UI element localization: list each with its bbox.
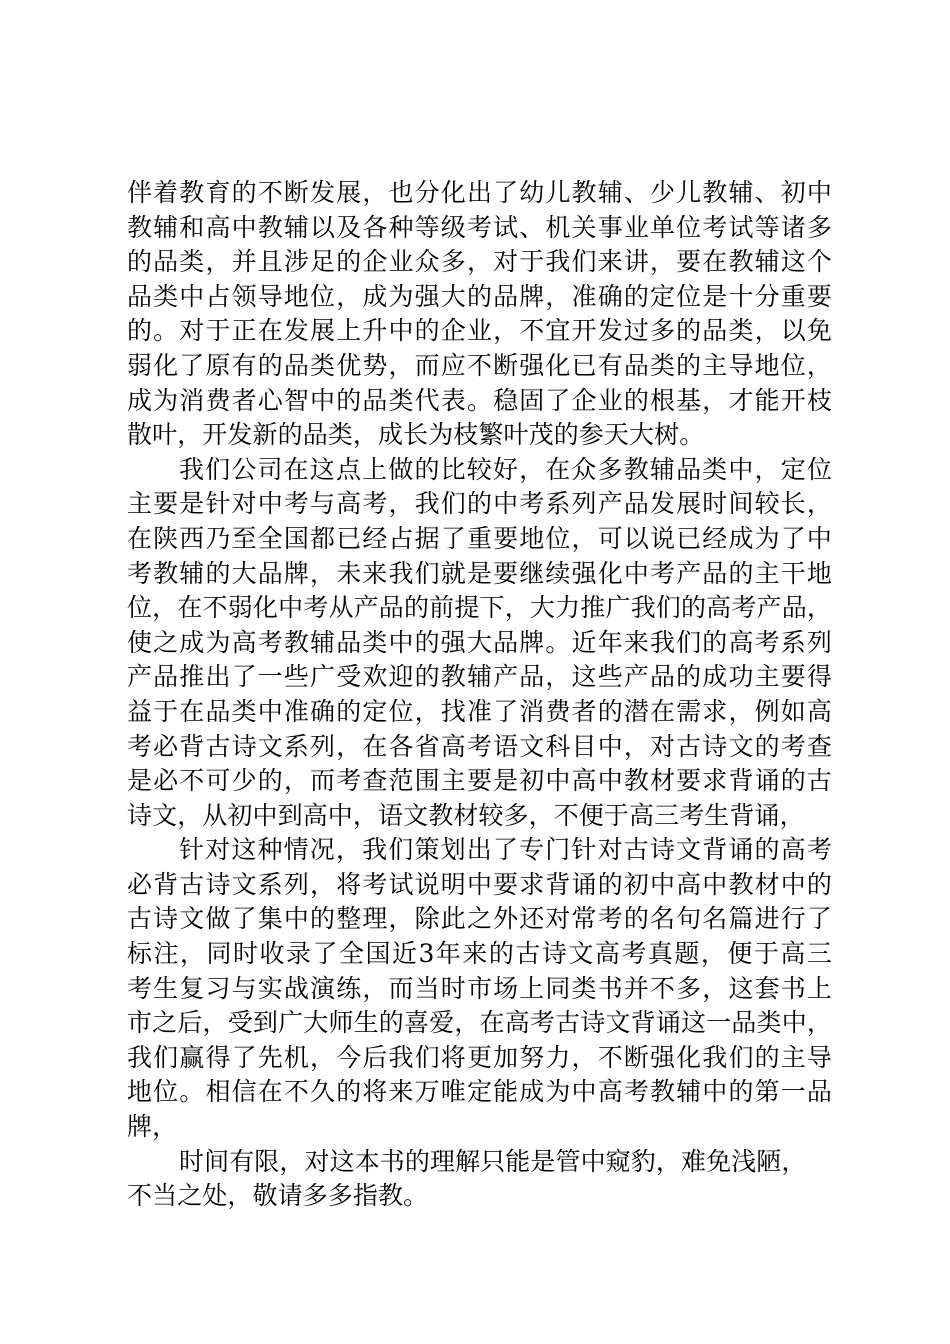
text-line: 我们赢得了先机，今后我们将更加努力，不断强化我们的主导 xyxy=(127,1042,832,1072)
text-line: 牌， xyxy=(127,1112,178,1142)
text-line: 的品类，并且涉足的企业众多，对于我们来讲，要在教辅这个 xyxy=(127,247,832,277)
text-line: 考教辅的大品牌，未来我们就是要继续强化中考产品的主干地 xyxy=(127,558,832,588)
text-line: 主要是针对中考与高考，我们的中考系列产品发展时间较长， xyxy=(127,489,832,519)
text-line: 考必背古诗文系列，在各省高考语文科目中，对古诗文的考查 xyxy=(127,731,832,761)
text-line: 古诗文做了集中的整理，除此之外还对常考的名句名篇进行了 xyxy=(127,904,832,934)
text-line: 的。对于正在发展上升中的企业，不宜开发过多的品类，以免 xyxy=(127,316,832,346)
text-line: 不当之处，敬请多多指教。 xyxy=(127,1181,429,1211)
text-line: 标注，同时收录了全国近3年来的古诗文高考真题，便于高三 xyxy=(127,939,832,969)
text-line: 产品推出了一些广受欢迎的教辅产品，这些产品的成功主要得 xyxy=(127,662,832,692)
text-line: 品类中占领导地位，成为强大的品牌，准确的定位是十分重要 xyxy=(127,281,832,311)
text-line: 是必不可少的，而考查范围主要是初中高中教材要求背诵的古 xyxy=(127,766,832,796)
text-line: 必背古诗文系列，将考试说明中要求背诵的初中高中教材中的 xyxy=(127,869,832,899)
text-line: 诗文，从初中到高中，语文教材较多，不便于高三考生背诵， xyxy=(127,800,805,830)
text-line: 使之成为高考教辅品类中的强大品牌。近年来我们的高考系列 xyxy=(127,627,832,657)
text-line: 位，在不弱化中考从产品的前提下，大力推广我们的高考产品， xyxy=(127,593,832,623)
text-line: 益于在品类中准确的定位，找准了消费者的潜在需求，例如高 xyxy=(127,696,832,726)
text-line: 伴着教育的不断发展，也分化出了幼儿教辅、少儿教辅、初中 xyxy=(127,178,832,207)
paragraph-first-line: 时间有限，对这本书的理解只能是管中窥豹，难免浅陋， xyxy=(179,1146,807,1176)
document-body xyxy=(127,176,832,1214)
text-line: 在陕西乃至全国都已经占据了重要地位，可以说已经成为了中 xyxy=(127,523,832,553)
paragraph-first-line: 针对这种情况，我们策划出了专门针对古诗文背诵的高考 xyxy=(179,835,832,865)
text-line: 弱化了原有的品类优势，而应不断强化已有品类的主导地位， xyxy=(127,350,832,380)
paragraph-first-line: 我们公司在这点上做的比较好，在众多教辅品类中，定位 xyxy=(179,454,832,484)
text-line: 成为消费者心智中的品类代表。稳固了企业的根基，才能开枝 xyxy=(127,385,832,415)
text-line: 地位。相信在不久的将来万唯定能成为中高考教辅中的第一品 xyxy=(127,1077,832,1107)
text-line: 散叶，开发新的品类，成长为枝繁叶茂的参天大树。 xyxy=(127,420,705,450)
text-line: 市之后，受到广大师生的喜爱，在高考古诗文背诵这一品类中， xyxy=(127,1008,832,1038)
text-line: 教辅和高中教辅以及各种等级考试、机关事业单位考试等诸多 xyxy=(127,212,832,242)
text-line: 考生复习与实战演练，而当时市场上同类书并不多，这套书上 xyxy=(127,973,832,1003)
